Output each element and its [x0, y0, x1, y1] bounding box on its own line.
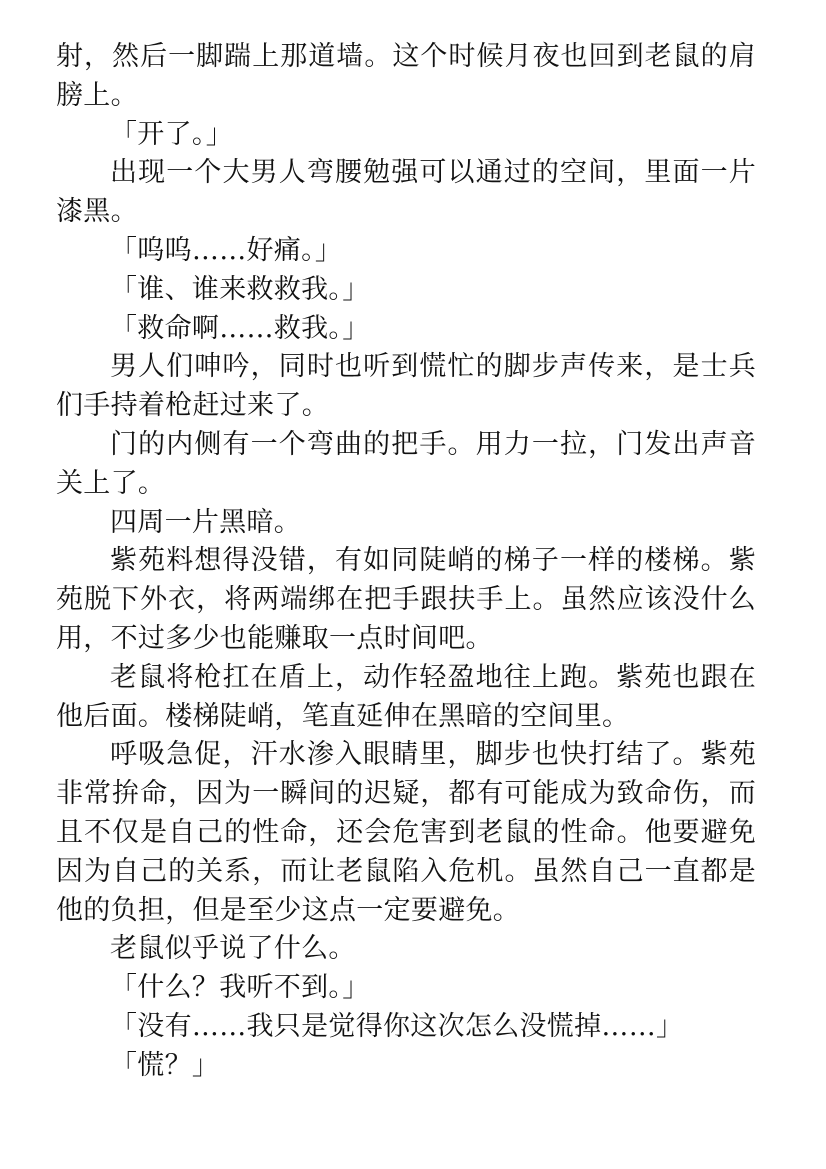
- paragraph: 「没有……我只是觉得你这次怎么没慌掉……」: [110, 1010, 684, 1042]
- paragraph: 「谁、谁来救救我。」: [110, 273, 370, 305]
- paragraph: 门的内侧有一个弯曲的把手。用力一拉，门发出声音关上了。: [56, 428, 756, 499]
- paragraph: 「救命啊……救我。」: [110, 312, 370, 344]
- paragraph: 紫苑料想得没错，有如同陡峭的梯子一样的楼梯。紫苑脱下外衣，将两端绑在把手跟扶手上。虽然应该没什么用，不过多少也能赚取一点时间吧。: [56, 545, 756, 654]
- paragraph: 「开了。」: [110, 118, 233, 150]
- paragraph: 呼吸急促，汗水渗入眼睛里，脚步也快打结了。紫苑非常拚命，因为一瞬间的迟疑，都有可能成为致命伤，而且不仅是自己的性命，还会危害到老鼠的性命。他要避免因为自己的关系，而让老鼠陷入危机。虽然自己一直都是他的负担，但是至少这点一定要避免。: [56, 739, 756, 926]
- paragraph: 「呜呜……好痛。」: [110, 234, 343, 266]
- paragraph: 老鼠似乎说了什么。: [110, 933, 356, 965]
- paragraph: 「什么？我听不到。」: [110, 972, 370, 1004]
- page-body: [56, 38, 756, 1086]
- paragraph: 出现一个大男人弯腰勉强可以通过的空间，里面一片漆黑。: [56, 157, 756, 228]
- paragraph: 老鼠将枪扛在盾上，动作轻盈地往上跑。紫苑也跟在他后面。楼梯陡峭，笔直延伸在黑暗的空间里。: [56, 661, 756, 732]
- paragraph: 「慌？」: [110, 1049, 220, 1081]
- paragraph-continued: 射，然后一脚踹上那道墙。这个时候月夜也回到老鼠的肩膀上。: [56, 41, 756, 111]
- paragraph: 男人们呻吟，同时也听到慌忙的脚步声传来，是士兵们手持着枪赶过来了。: [56, 351, 756, 422]
- paragraph: 四周一片黑暗。: [110, 506, 302, 538]
